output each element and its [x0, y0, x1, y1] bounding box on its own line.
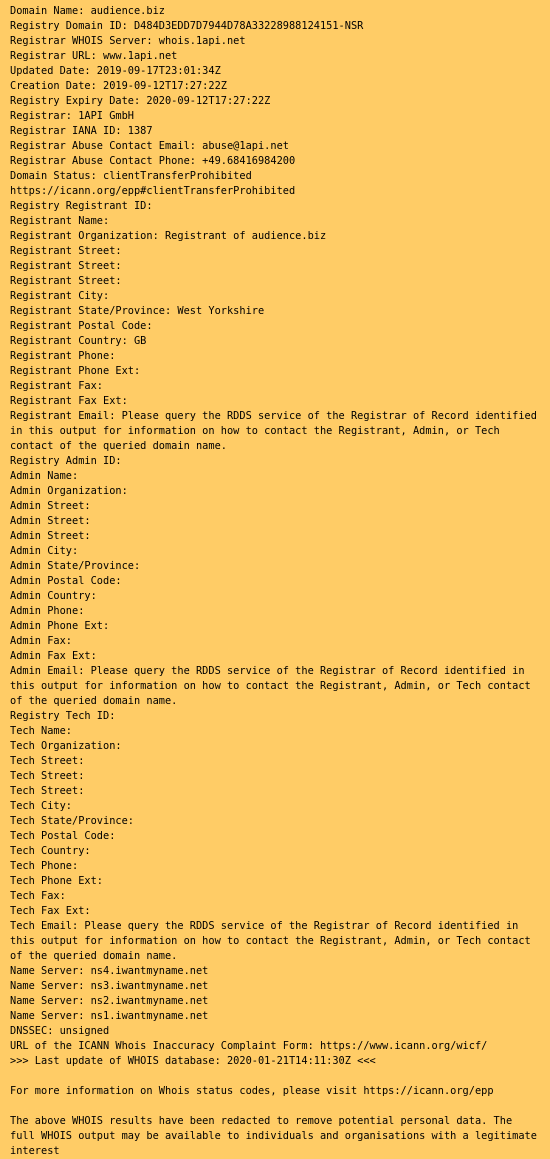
whois-line: Registry Admin ID:	[10, 455, 122, 467]
whois-line: Admin Street:	[10, 500, 91, 512]
whois-line: The above WHOIS results have been redacted to remove potential personal data. The full WHOIS output may be available to individuals and organisations with a legitimate interest	[10, 1115, 544, 1157]
whois-line: Tech State/Province:	[10, 815, 134, 827]
whois-line: Registrant Street:	[10, 245, 122, 257]
whois-line: Tech Street:	[10, 755, 85, 767]
whois-line: Registrar: 1API GmbH	[10, 110, 134, 122]
whois-line: Admin Organization:	[10, 485, 128, 497]
whois-line: >>> Last update of WHOIS database: 2020-01-21T14:11:30Z <<<	[10, 1055, 376, 1067]
whois-line: Registrant Organization: Registrant of audience.biz	[10, 230, 327, 242]
whois-line: Admin Name:	[10, 470, 79, 482]
whois-line: Tech Email: Please query the RDDS service of the Registrar of Record identified in this output for information on how to contact the Registrant, Admin, or Tech contact of the queried domain name.	[10, 920, 537, 962]
whois-line: Registry Registrant ID:	[10, 200, 153, 212]
whois-line: Tech Fax Ext:	[10, 905, 91, 917]
whois-line: Tech Country:	[10, 845, 91, 857]
whois-line: Registrant State/Province: West Yorkshire	[10, 305, 265, 317]
whois-line: Admin Phone:	[10, 605, 85, 617]
whois-line: Registrant Street:	[10, 260, 122, 272]
whois-line: Registrar URL: www.1api.net	[10, 50, 178, 62]
whois-line: Admin Country:	[10, 590, 97, 602]
whois-line	[10, 1069, 540, 1084]
whois-line: URL of the ICANN Whois Inaccuracy Complaint Form: https://www.icann.org/wicf/	[10, 1040, 488, 1052]
whois-line: Registrant Name:	[10, 215, 110, 227]
whois-line: Admin Email: Please query the RDDS service of the Registrar of Record identified in this output for information on how to contact the Registrant, Admin, or Tech contact of the queried domain name.	[10, 665, 537, 707]
whois-line: Tech Phone:	[10, 860, 79, 872]
whois-line: Tech Fax:	[10, 890, 66, 902]
whois-line: Registrar IANA ID: 1387	[10, 125, 153, 137]
whois-line: Domain Status: clientTransferProhibited https://icann.org/epp#clientTransferProhibited	[10, 170, 296, 197]
whois-line: Name Server: ns4.iwantmyname.net	[10, 965, 209, 977]
whois-line: Registrant City:	[10, 290, 110, 302]
whois-line: Registrar Abuse Contact Email: abuse@1api.net	[10, 140, 289, 152]
whois-line: Admin Postal Code:	[10, 575, 122, 587]
whois-line: Tech Street:	[10, 770, 85, 782]
whois-line: Name Server: ns2.iwantmyname.net	[10, 995, 209, 1007]
whois-line: Tech City:	[10, 800, 72, 812]
whois-line: Registry Expiry Date: 2020-09-12T17:27:22Z	[10, 95, 271, 107]
whois-line: Registry Domain ID: D484D3EDD7D7944D78A33228988124151-NSR	[10, 20, 364, 32]
whois-line: Registrant Street:	[10, 275, 122, 287]
whois-line: Tech Street:	[10, 785, 85, 797]
whois-line: Admin Fax Ext:	[10, 650, 97, 662]
whois-line: Admin Street:	[10, 515, 91, 527]
whois-line: Registrant Fax:	[10, 380, 103, 392]
whois-line: Registrant Postal Code:	[10, 320, 153, 332]
whois-line: Admin State/Province:	[10, 560, 141, 572]
whois-line: Name Server: ns1.iwantmyname.net	[10, 1010, 209, 1022]
whois-line: Admin City:	[10, 545, 79, 557]
whois-line: Domain Name: audience.biz	[10, 5, 165, 17]
whois-line: Tech Name:	[10, 725, 72, 737]
whois-line	[10, 1099, 540, 1114]
whois-line: Admin Street:	[10, 530, 91, 542]
whois-line: Registrant Country: GB	[10, 335, 147, 347]
whois-line: Tech Organization:	[10, 740, 122, 752]
whois-line: Name Server: ns3.iwantmyname.net	[10, 980, 209, 992]
whois-line: Admin Fax:	[10, 635, 72, 647]
whois-line: Registrant Phone:	[10, 350, 116, 362]
whois-line: DNSSEC: unsigned	[10, 1025, 110, 1037]
whois-line: Updated Date: 2019-09-17T23:01:34Z	[10, 65, 221, 77]
whois-line: Admin Phone Ext:	[10, 620, 110, 632]
whois-line: Creation Date: 2019-09-12T17:27:22Z	[10, 80, 227, 92]
whois-line: Registrant Fax Ext:	[10, 395, 128, 407]
whois-line: Registrar Abuse Contact Phone: +49.68416984200	[10, 155, 296, 167]
whois-line: Registrant Email: Please query the RDDS service of the Registrar of Record identified in this output for information on how to contact the Registrant, Admin, or Tech contact of the queried domain name.	[10, 410, 544, 452]
whois-line: Registrant Phone Ext:	[10, 365, 141, 377]
whois-line: Tech Postal Code:	[10, 830, 116, 842]
whois-line: Registry Tech ID:	[10, 710, 116, 722]
whois-line: Tech Phone Ext:	[10, 875, 103, 887]
whois-line: Registrar WHOIS Server: whois.1api.net	[10, 35, 246, 47]
whois-line: For more information on Whois status codes, please visit https://icann.org/epp	[10, 1085, 494, 1097]
